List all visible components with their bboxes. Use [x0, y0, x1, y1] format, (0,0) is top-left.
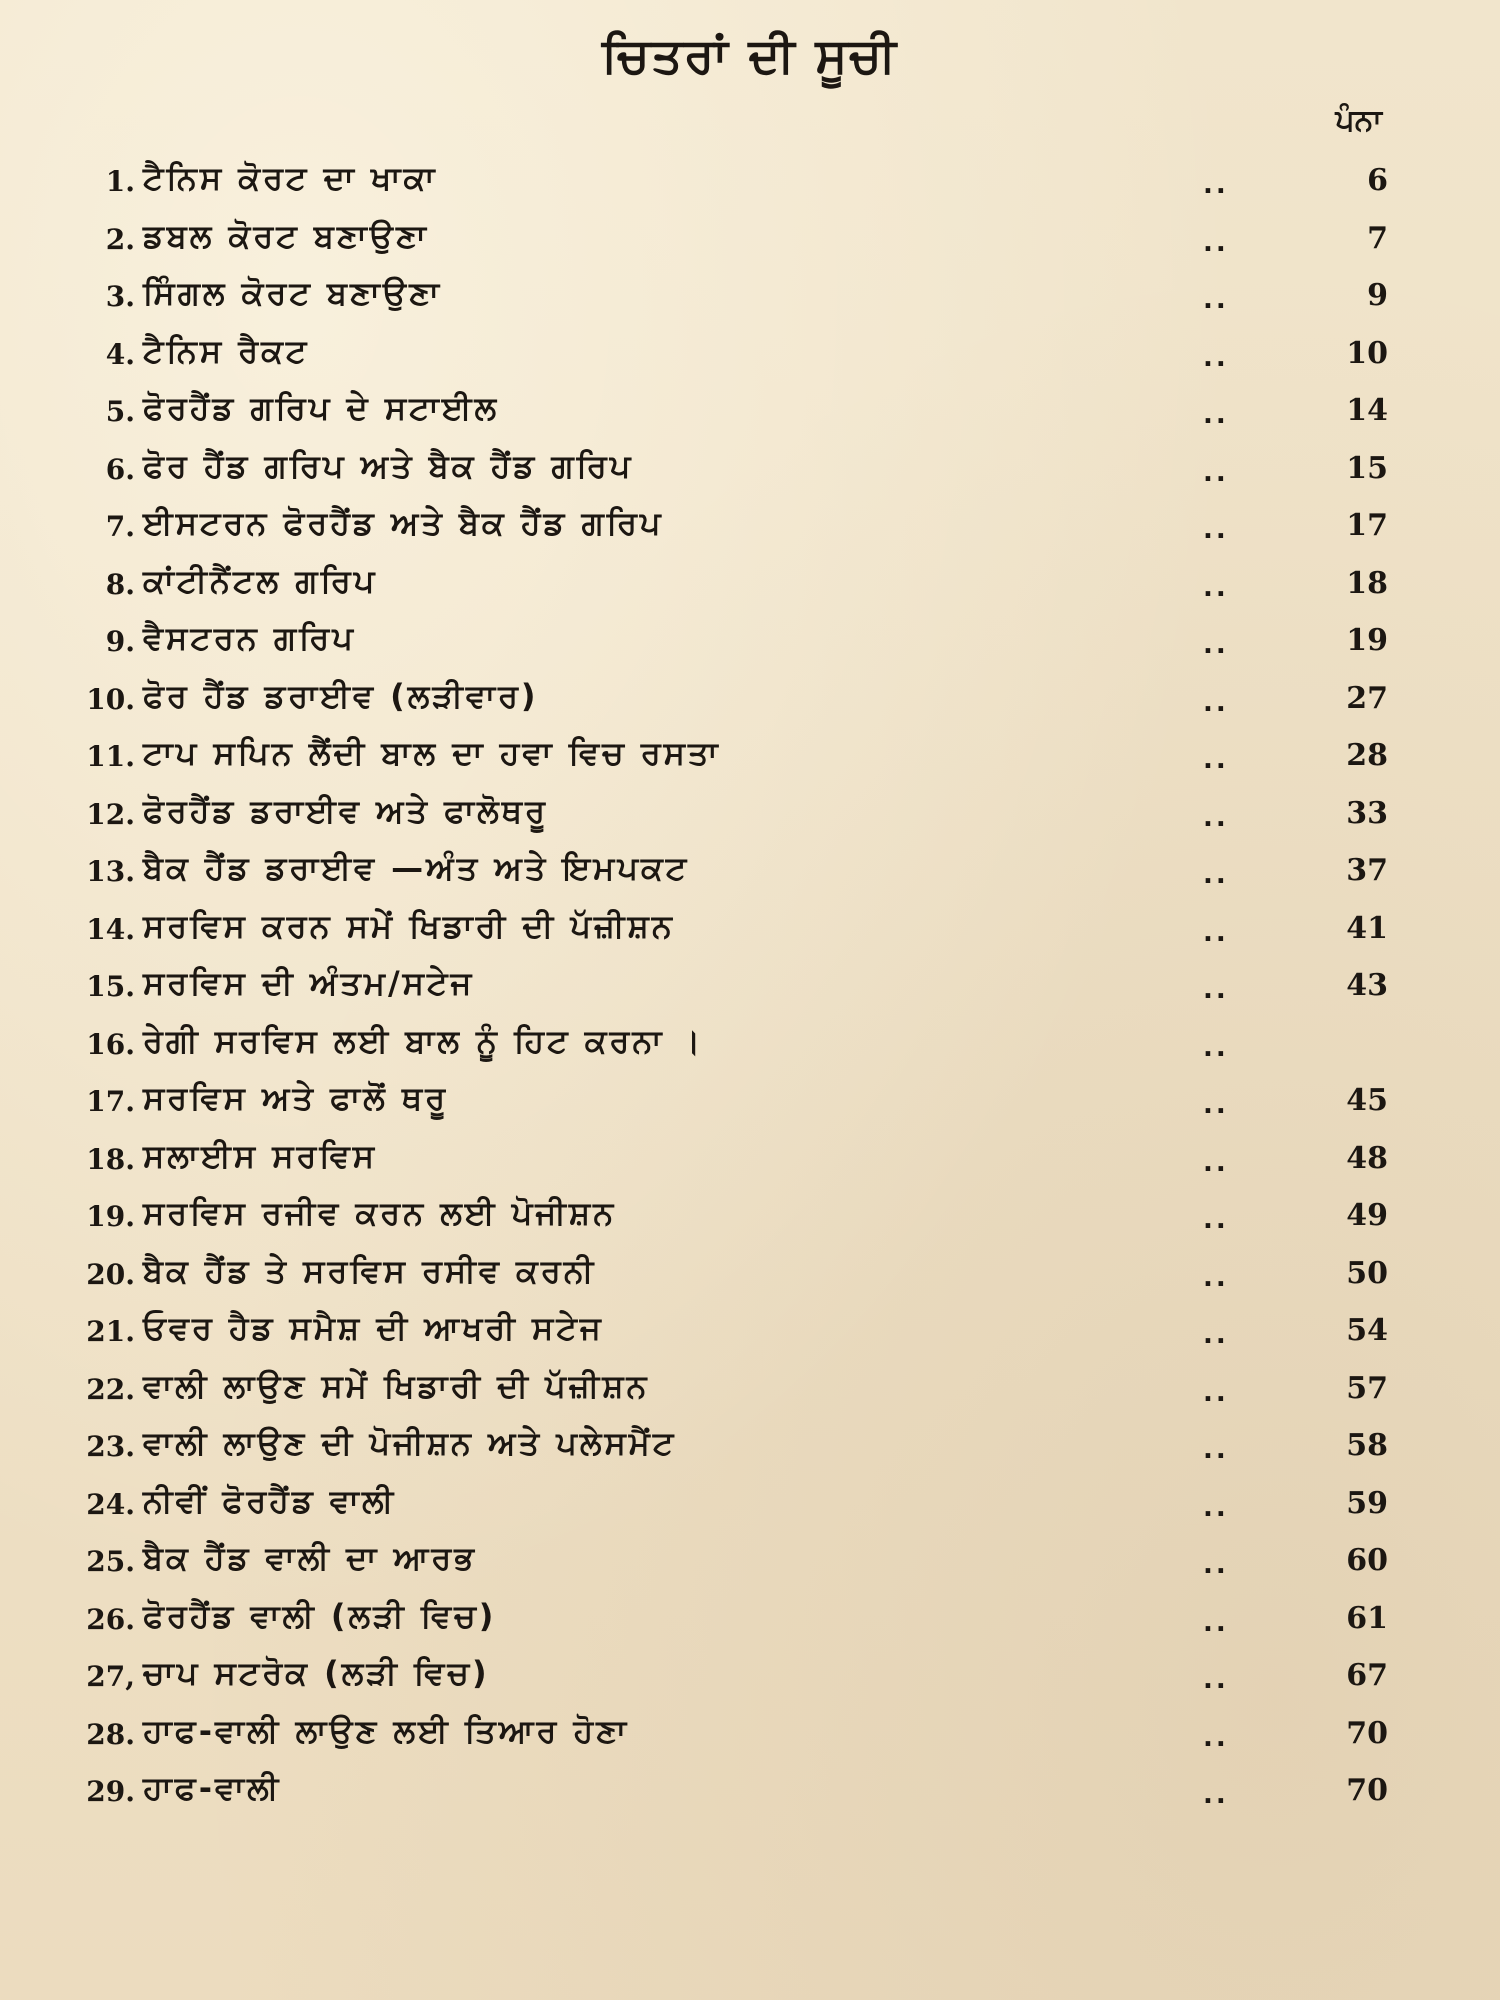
item-title: ਫੋਰਹੈਂਡ ਗਰਿਪ ਦੇ ਸਟਾਈਲ — [143, 389, 500, 427]
dot-leader: .. — [1203, 515, 1229, 545]
page-title: ਚਿਤਰਾਂ ਦੀ ਸੂਚੀ — [601, 28, 899, 84]
dot-leader: .. — [1203, 975, 1229, 1005]
dot-leader: .. — [1203, 1262, 1229, 1293]
toc-row — [0, 1075, 1500, 1133]
toc-row — [0, 1018, 1500, 1076]
toc-row — [0, 443, 1500, 501]
dot-leader: .. — [1203, 1147, 1229, 1178]
item-page-number: 17 — [1346, 508, 1388, 543]
dot-leader: .. — [1203, 342, 1229, 373]
item-title: ਸਰਵਿਸ ਅਤੇ ਫਾਲੋਂ ਥਰੂ — [143, 1079, 449, 1117]
toc-row — [0, 328, 1500, 386]
dot-leader: .. — [1203, 630, 1229, 660]
item-number: 4. — [105, 337, 135, 371]
item-number: 10. — [86, 682, 135, 716]
dot-leader: .. — [1203, 917, 1229, 948]
dot-leader: .. — [1203, 227, 1229, 258]
toc-row — [0, 213, 1500, 271]
item-number: 13. — [86, 855, 135, 888]
toc-row — [0, 1305, 1500, 1363]
dot-leader: .. — [1203, 457, 1229, 488]
dot-leader: .. — [1203, 1090, 1229, 1120]
dot-leader: .. — [1203, 1665, 1229, 1695]
item-number: 5. — [105, 395, 135, 428]
item-title: ਫੋਰ ਹੈਂਡ ਡਰਾਈਵ (ਲੜੀਵਾਰ) — [143, 676, 539, 715]
item-number: 29. — [86, 1775, 135, 1808]
toc-row — [0, 270, 1500, 328]
toc-row — [0, 1765, 1500, 1823]
item-number: 18. — [86, 1142, 135, 1176]
toc-row — [0, 615, 1500, 673]
item-number: 22. — [86, 1372, 135, 1406]
item-page-number: 50 — [1346, 1255, 1388, 1291]
item-page-number: 49 — [1346, 1198, 1388, 1233]
item-number: 17. — [86, 1085, 135, 1118]
item-title: ਹਾਫ-ਵਾਲੀ — [143, 1769, 282, 1807]
dot-leader: .. — [1203, 745, 1229, 775]
item-number: 23. — [86, 1430, 135, 1463]
item-title: ਈਸਟਰਨ ਫੋਰਹੈਂਡ ਅਤੇ ਬੈਕ ਹੈਂਡ ਗਰਿਪ — [143, 504, 664, 542]
item-page-number: 43 — [1346, 968, 1388, 1003]
dot-leader: .. — [1203, 400, 1229, 430]
dot-leader: .. — [1203, 802, 1229, 833]
item-title: ਨੀਵੀਂ ਫੋਰਹੈਂਡ ਵਾਲੀ — [143, 1481, 397, 1520]
dot-leader: .. — [1203, 687, 1229, 718]
page-number-column-header: ਪੰਨਾ — [1335, 103, 1382, 138]
item-page-number: 7 — [1367, 220, 1388, 256]
dot-leader: .. — [1203, 170, 1229, 200]
item-title: ਸਰਵਿਸ ਰਜੀਵ ਕਰਨ ਲਈ ਪੋਜੀਸ਼ਨ — [143, 1194, 617, 1232]
item-title: ਟੈਨਿਸ ਰੈਕਟ — [143, 331, 310, 370]
item-page-number: 18 — [1346, 565, 1388, 601]
toc-row — [0, 845, 1500, 903]
item-title: ਸਰਵਿਸ ਕਰਨ ਸਮੇਂ ਖਿਡਾਰੀ ਦੀ ਪੱਜ਼ੀਸ਼ਨ — [143, 906, 675, 945]
toc-row — [0, 1420, 1500, 1478]
item-page-number: 70 — [1346, 1715, 1388, 1751]
item-page-number: 54 — [1346, 1313, 1388, 1348]
item-page-number: 10 — [1346, 335, 1388, 371]
dot-leader: .. — [1203, 572, 1229, 603]
item-title: ਸਿੰਗਲ ਕੋਰਟ ਬਣਾਉਣਾ — [143, 274, 443, 312]
item-page-number: 37 — [1346, 853, 1388, 888]
dot-leader: .. — [1203, 1780, 1229, 1810]
dot-leader: .. — [1203, 1320, 1229, 1350]
item-page-number: 33 — [1346, 795, 1388, 831]
item-title: ਫੋਰ ਹੈਂਡ ਗਰਿਪ ਅਤੇ ਬੈਕ ਹੈਂਡ ਗਰਿਪ — [143, 446, 634, 485]
item-title: ਸਰਵਿਸ ਦੀ ਅੰਤਮ/ਸਟੇਜ — [143, 964, 475, 1002]
toc-row — [0, 1363, 1500, 1421]
dot-leader: .. — [1203, 285, 1229, 315]
toc-row — [0, 1248, 1500, 1306]
dot-leader: .. — [1203, 1492, 1229, 1523]
item-number: 9. — [105, 625, 135, 658]
item-number: 19. — [86, 1200, 135, 1233]
item-title: ਡਬਲ ਕੋਰਟ ਬਣਾਉਣਾ — [143, 216, 429, 255]
toc-row — [0, 960, 1500, 1018]
item-number: 20. — [86, 1257, 135, 1291]
item-title: ਵੈਸਟਰਨ ਗਰਿਪ — [143, 619, 356, 657]
item-number: 21. — [86, 1315, 135, 1348]
toc-row — [0, 1190, 1500, 1248]
item-number: 14. — [86, 912, 135, 946]
toc-row — [0, 673, 1500, 731]
item-title: ਬੈਕ ਹੈਂਡ ਡਰਾਈਵ —ਅੰਤ ਅਤੇ ਇਮਪਕਟ — [143, 849, 690, 887]
item-number: 15. — [86, 970, 135, 1003]
toc-row — [0, 1478, 1500, 1536]
dot-leader: .. — [1203, 1550, 1229, 1580]
item-number: 28. — [86, 1717, 135, 1751]
item-number: 8. — [105, 567, 135, 601]
toc-row — [0, 788, 1500, 846]
item-number: 16. — [86, 1027, 135, 1061]
item-page-number: 59 — [1346, 1485, 1388, 1521]
dot-leader: .. — [1203, 1205, 1229, 1235]
item-number: 6. — [105, 452, 135, 486]
item-number: 26. — [86, 1602, 135, 1636]
item-page-number: 57 — [1346, 1370, 1388, 1406]
item-number: 24. — [86, 1487, 135, 1521]
item-page-number: 48 — [1346, 1140, 1388, 1176]
item-page-number: 58 — [1346, 1428, 1388, 1463]
item-title: ਵਾਲੀ ਲਾਉਣ ਸਮੇਂ ਖਿਡਾਰੀ ਦੀ ਪੱਜ਼ੀਸ਼ਨ — [143, 1366, 650, 1405]
item-page-number: 45 — [1346, 1083, 1388, 1118]
dot-leader: .. — [1203, 1607, 1229, 1638]
dot-leader: .. — [1203, 860, 1229, 890]
item-title: ਬੈਕ ਹੈਂਡ ਤੇ ਸਰਵਿਸ ਰਸੀਵ ਕਰਨੀ — [143, 1251, 597, 1290]
toc-row — [0, 500, 1500, 558]
item-title: ਕਾਂਟੀਨੈਂਟਲ ਗਰਿਪ — [143, 561, 378, 600]
item-page-number: 60 — [1346, 1543, 1388, 1578]
item-page-number: 9 — [1367, 278, 1388, 313]
toc-row — [0, 1133, 1500, 1191]
toc-row — [0, 1593, 1500, 1651]
item-page-number: 19 — [1346, 623, 1388, 658]
dot-leader: .. — [1203, 1722, 1229, 1753]
item-page-number: 67 — [1346, 1658, 1388, 1693]
item-page-number: 61 — [1346, 1600, 1388, 1636]
toc-row — [0, 903, 1500, 961]
item-number: 12. — [86, 797, 135, 831]
list-of-illustrations — [0, 155, 1500, 1823]
dot-leader: .. — [1203, 1032, 1229, 1063]
item-title: ਹਾਫ-ਵਾਲੀ ਲਾਉਣ ਲਈ ਤਿਆਰ ਹੋਣਾ — [143, 1711, 630, 1750]
item-page-number: 41 — [1346, 910, 1388, 946]
item-title: ਓਵਰ ਹੈਡ ਸਮੈਸ਼ ਦੀ ਆਖਰੀ ਸਟੇਜ — [143, 1309, 604, 1347]
item-title: ਫੋਰਹੈਂਡ ਡਰਾਈਵ ਅਤੇ ਫਾਲੋਥਰੂ — [143, 791, 548, 830]
item-number: 11. — [86, 740, 135, 773]
item-page-number: 15 — [1346, 450, 1388, 486]
item-number: 25. — [86, 1545, 135, 1578]
item-number: 27, — [86, 1660, 135, 1693]
item-title: ਬੈਕ ਹੈਂਡ ਵਾਲੀ ਦਾ ਆਰਭ — [143, 1539, 477, 1577]
item-page-number: 70 — [1346, 1773, 1388, 1808]
item-title: ਟੈਨਿਸ ਕੋਰਟ ਦਾ ਖਾਕਾ — [143, 159, 438, 197]
item-title: ਫੋਰਹੈਂਡ ਵਾਲੀ (ਲੜੀ ਵਿਚ) — [143, 1596, 497, 1635]
item-title: ਰੇਗੀ ਸਰਵਿਸ ਲਈ ਬਾਲ ਨੂੰ ਹਿਟ ਕਰਨਾ । — [143, 1021, 704, 1060]
item-title: ਵਾਲੀ ਲਾਉਣ ਦੀ ਪੋਜੀਸ਼ਨ ਅਤੇ ਪਲੇਸਮੈਂਟ — [143, 1424, 677, 1462]
toc-row — [0, 1650, 1500, 1708]
toc-row — [0, 1708, 1500, 1766]
toc-row — [0, 155, 1500, 213]
dot-leader: .. — [1203, 1435, 1229, 1465]
item-number: 7. — [105, 510, 135, 543]
item-number: 1. — [105, 165, 135, 198]
item-number: 3. — [105, 280, 135, 313]
toc-row — [0, 730, 1500, 788]
item-title: ਚਾਪ ਸਟਰੋਕ (ਲੜੀ ਵਿਚ) — [143, 1654, 490, 1692]
dot-leader: .. — [1203, 1377, 1229, 1408]
item-number: 2. — [105, 222, 135, 256]
item-page-number: 28 — [1346, 738, 1388, 773]
toc-row — [0, 558, 1500, 616]
toc-row — [0, 1535, 1500, 1593]
item-page-number: 14 — [1346, 393, 1388, 428]
item-page-number: 27 — [1346, 680, 1388, 716]
item-title: ਟਾਪ ਸਪਿਨ ਲੈਂਦੀ ਬਾਲ ਦਾ ਹਵਾ ਵਿਚ ਰਸਤਾ — [143, 734, 721, 772]
item-title: ਸਲਾਈਸ ਸਰਵਿਸ — [143, 1136, 378, 1175]
toc-row — [0, 385, 1500, 443]
item-page-number: 6 — [1367, 163, 1388, 198]
